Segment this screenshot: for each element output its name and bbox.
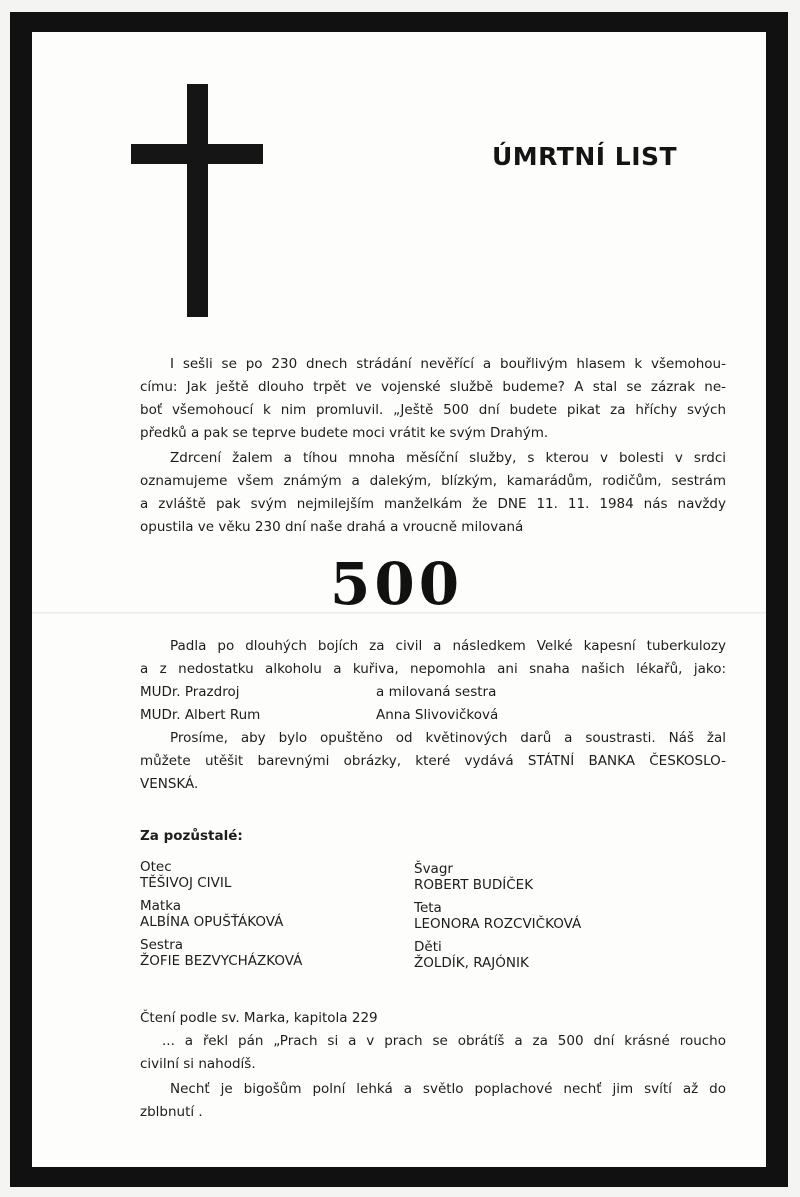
intro-line-3: boť všemohoucí k nim promluvil. „Ještě 500 dní budete pikat za hříchy svých xyxy=(140,402,726,418)
announce-line-1: Zdrcení žalem a tíhou mnoha měsíční služby, s kterou v bolesti v srdci xyxy=(170,450,726,466)
doctor-note-1: a milovaná sestra xyxy=(376,684,497,700)
survivor-name: TĚŠIVOJ CIVIL xyxy=(140,875,232,891)
page-title: ÚMRTNÍ LIST xyxy=(492,142,678,171)
survivor-name: ROBERT BUDÍČEK xyxy=(414,877,534,893)
request-line-2: můžete utěšit barevnými obrázky, které vydává STÁTNÍ BANKA ČESKOSLO- xyxy=(140,753,726,769)
survivor-name: ALBÍNA OPUŠŤÁKOVÁ xyxy=(140,914,284,930)
big-number: 500 xyxy=(330,550,464,618)
survivor-role: Děti xyxy=(414,939,442,955)
survivor-role: Otec xyxy=(140,859,172,875)
page xyxy=(32,32,766,1167)
cause-line-2: a z nedostatku alkoholu a kuřiva, nepomohla ani snaha našich lékařů, jako: xyxy=(140,661,726,677)
announce-line-4: opustila ve věku 230 dní naše drahá a vroucně milovaná xyxy=(140,519,524,535)
closing-line-1: Nechť je bigošům polní lehká a světlo poplachové nechť jim svítí až do xyxy=(170,1081,726,1097)
survivor-role: Matka xyxy=(140,898,182,914)
survivor-name: ŽOFIE BEZVYCHÁZKOVÁ xyxy=(140,953,303,969)
request-line-1: Prosíme, aby bylo opuštěno od květinových darů a soustrasti. Náš žal xyxy=(170,730,726,746)
reading-line-1: ... a řekl pán „Prach si a v prach se obrátíš a za 500 dní krásné roucho xyxy=(162,1033,726,1049)
survivors-heading: Za pozůstalé: xyxy=(140,828,243,844)
reading-line-2: civilní si nahodíš. xyxy=(140,1056,256,1072)
doctor-1: MUDr. Prazdroj xyxy=(140,684,240,700)
mourning-border xyxy=(10,12,788,1187)
survivor-role: Sestra xyxy=(140,937,184,953)
survivor-name: LEONORA ROZCVIČKOVÁ xyxy=(414,916,582,932)
reading-heading: Čtení podle sv. Marka, kapitola 229 xyxy=(140,1010,378,1026)
intro-line-1: I sešli se po 230 dnech strádání nevěřící a bouřlivým hlasem k všemohou- xyxy=(170,356,726,372)
survivor-role: Švagr xyxy=(414,861,453,877)
announce-line-2: oznamujeme všem známým a dalekým, blízkým, kamarádům, rodičům, sestrám xyxy=(140,473,726,489)
cause-line-1: Padla po dlouhých bojích za civil a následkem Velké kapesní tuberkulozy xyxy=(170,638,726,654)
closing-line-2: zblbnutí . xyxy=(140,1104,203,1120)
doctor-2: MUDr. Albert Rum xyxy=(140,707,261,723)
survivor-role: Teta xyxy=(414,900,442,916)
request-line-3: VENSKÁ. xyxy=(140,776,199,792)
intro-line-2: címu: Jak ještě dlouho trpět ve vojenské službě budeme? A stal se zázrak ne- xyxy=(140,379,726,395)
doctor-note-2: Anna Slivovičková xyxy=(376,707,499,723)
intro-line-4: předků a pak se teprve budete moci vrátit ke svým Drahým. xyxy=(140,425,549,441)
announce-line-3: a zvláště pak svým nejmilejším manželkám že DNE 11. 11. 1984 nás navždy xyxy=(140,496,726,512)
survivor-name: ŽOLDÍK, RAJÓNIK xyxy=(414,955,529,971)
